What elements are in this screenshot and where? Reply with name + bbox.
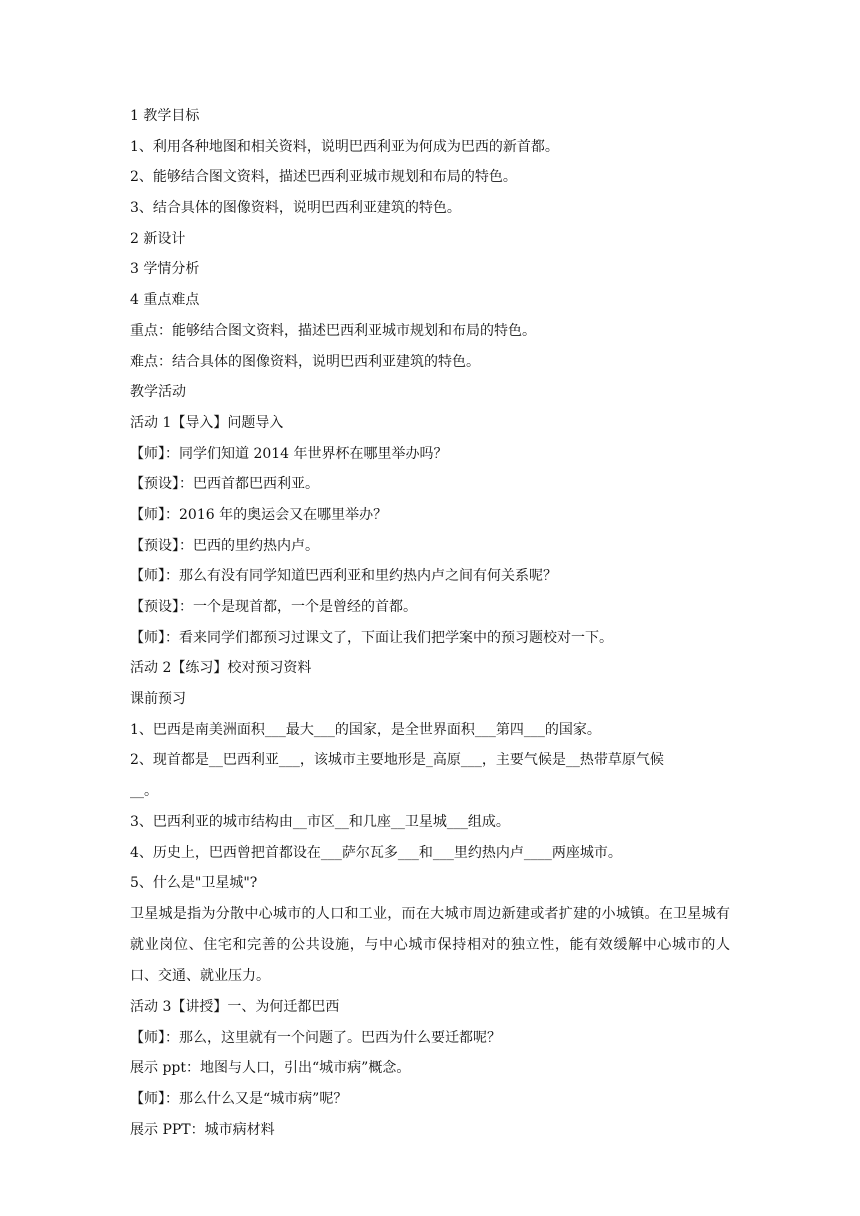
ppt-note: 展示 ppt：地图与人口，引出“城市病”概念。 (130, 1060, 411, 1077)
dialogue-line: 【师】：同学们知道 2014 年世界杯在哪里举办吗？ (130, 445, 448, 462)
preview-question-3: 3、巴西利亚的城市结构由__市区__和几座__卫星城___组成。 (130, 813, 510, 830)
document-body (130, 101, 730, 1145)
dialogue-line: 【师】：看来同学们都预习过课文了，下面让我们把学案中的预习题校对一下。 (130, 629, 613, 646)
heading-key-points: 4 重点难点 (130, 292, 200, 309)
heading-new-design: 2 新设计 (130, 230, 186, 247)
preview-question-1: 1、巴西是南美洲面积___最大___的国家，是全世界面积___第四___的国家。 (130, 721, 601, 738)
dialogue-line: 【预设】：巴西的里约热内卢。 (130, 537, 319, 554)
goal-item-2: 2、能够结合图文资料，描述巴西利亚城市规划和布局的特色。 (130, 169, 517, 186)
preview-question-5: 5、什么是"卫星城"? (130, 875, 258, 892)
activity-3-title: 活动 3【讲授】一、为何迁都巴西 (130, 998, 340, 1015)
key-point-text: 重点：能够结合图文资料，描述巴西利亚城市规划和布局的特色。 (130, 322, 536, 339)
preview-question-4: 4、历史上，巴西曾把首都设在___萨尔瓦多___和___里约热内卢____两座城市。 (130, 844, 622, 861)
goal-item-3: 3、结合具体的图像资料，说明巴西利亚建筑的特色。 (130, 200, 461, 217)
activity-1-title: 活动 1【导入】问题导入 (130, 414, 284, 431)
satellite-city-definition: 卫星城是指为分散中心城市的人口和工业，而在大城市周边新建或者扩建的小城镇。在卫星城有就业岗位、住宅和完善的公共设施，与中心城市保持相对的独立性，能有效缓解中心城市的人口、交通、就业压力。 (130, 905, 730, 984)
dialogue-line: 【师】：那么有没有同学知道巴西利亚和里约热内卢之间有何关系呢？ (130, 568, 557, 585)
preview-question-2-continued: __。 (130, 783, 158, 800)
heading-teaching-activities: 教学活动 (130, 384, 186, 401)
difficulty-text: 难点：结合具体的图像资料，说明巴西利亚建筑的特色。 (130, 353, 480, 370)
ppt-note: 展示 PPT：城市病材料 (130, 1121, 275, 1138)
preview-heading: 课前预习 (130, 691, 186, 708)
heading-learner-analysis: 3 学情分析 (130, 261, 200, 278)
dialogue-line: 【预设】：一个是现首都，一个是曾经的首都。 (130, 599, 417, 615)
activity-2-title: 活动 2【练习】校对预习资料 (130, 660, 312, 677)
preview-question-2: 2、现首都是__巴西利亚___，该城市主要地形是_高原___，主要气候是__热带草原气候 (130, 752, 664, 769)
dialogue-line: 【师】：2016 年的奥运会又在哪里举办？ (130, 506, 388, 523)
heading-teaching-goals: 1 教学目标 (130, 108, 200, 124)
dialogue-line: 【师】：那么，这里就有一个问题了。巴西为什么要迁都呢？ (130, 1029, 501, 1046)
goal-item-1: 1、利用各种地图和相关资料，说明巴西利亚为何成为巴西的新首都。 (130, 138, 559, 155)
dialogue-line: 【师】：那么什么又是“城市病”呢？ (130, 1090, 348, 1107)
dialogue-line: 【预设】：巴西首都巴西利亚。 (130, 476, 319, 493)
